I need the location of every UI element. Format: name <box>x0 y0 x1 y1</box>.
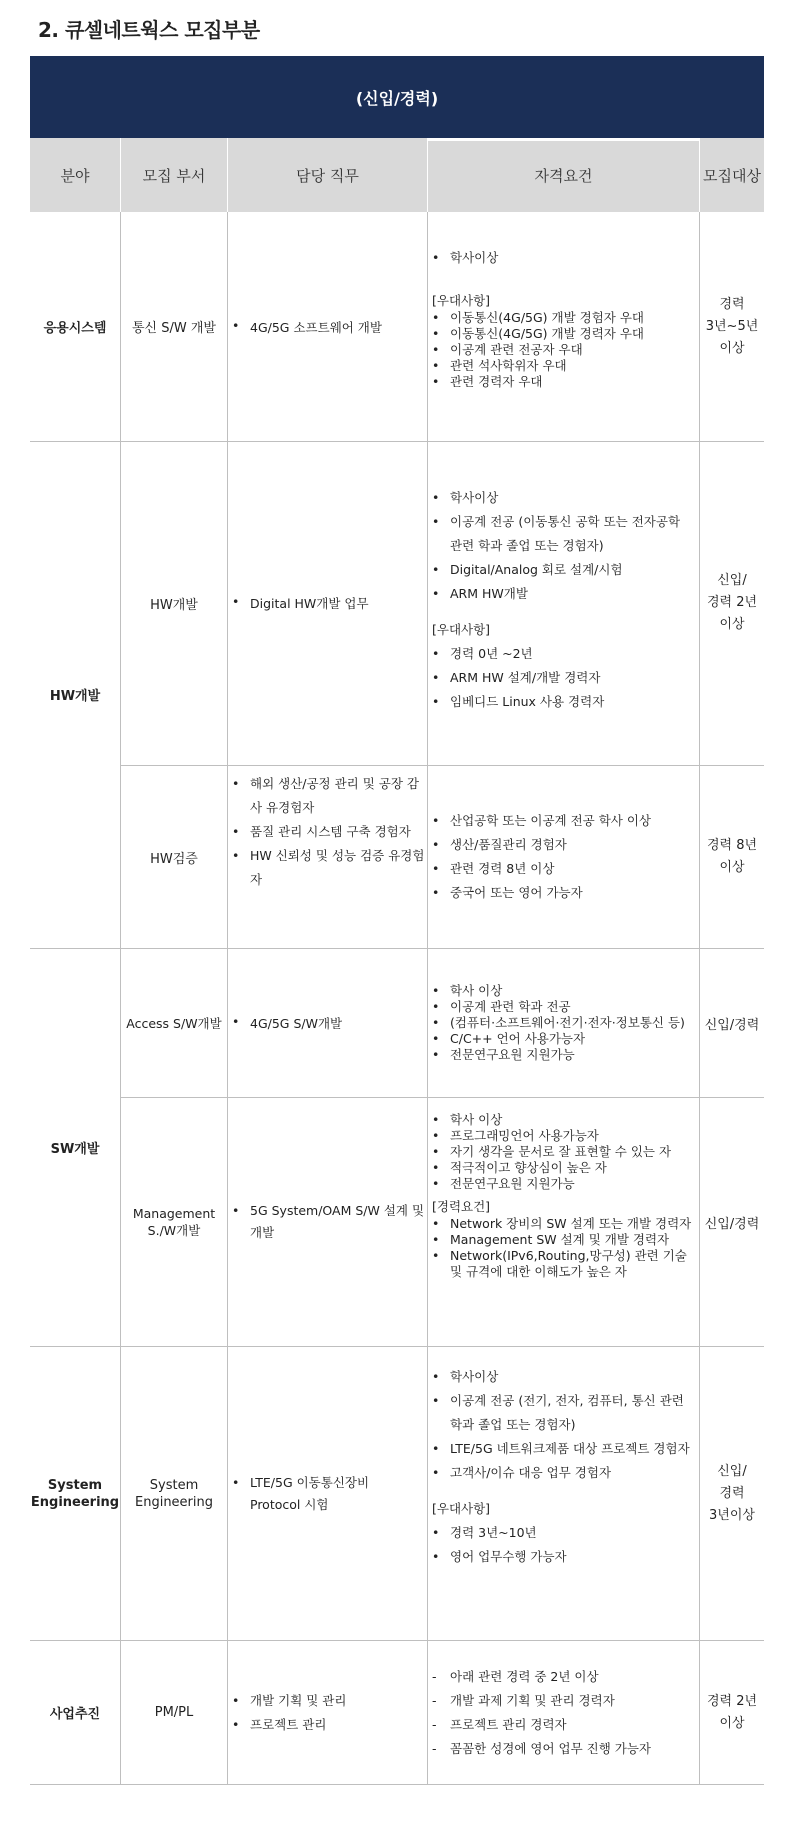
pref-item: • 이동통신(4G/5G) 개발 경험자 우대 <box>428 310 696 326</box>
duty-item: • HW 신뢰성 및 성능 검증 유경험자 <box>228 844 426 892</box>
req-item: • 고객사/이슈 대응 업무 경험자 <box>428 1461 696 1485</box>
pref-item: • 임베디드 Linux 사용 경력자 <box>428 690 696 714</box>
header-target: 모집대상 <box>700 138 764 212</box>
field-syseng <box>30 1347 120 1640</box>
target-line: 이상 <box>719 860 745 875</box>
req-item: • ARM HW개발 <box>428 582 696 606</box>
header-dept: 모집 부서 <box>121 138 227 212</box>
req-item: • 산업공학 또는 이공계 전공 학사 이상 <box>428 809 651 833</box>
dept-line: Management <box>132 1206 216 1221</box>
req-item: - 아래 관련 경력 중 2년 이상 <box>428 1665 651 1689</box>
duty-item: • 해외 생산/공정 관리 및 공장 감사 유경험자 <box>228 772 426 820</box>
duty-syseng <box>228 1347 398 1640</box>
target-line: 이상 <box>719 1715 745 1731</box>
pref-label: [우대사항] <box>432 293 491 308</box>
target-line: 경력 2년 <box>706 1693 758 1709</box>
target-line: 3년~5년 <box>705 318 759 334</box>
field-biz: 사업추진 <box>49 1707 101 1722</box>
req-item: - 프로젝트 관리 경력자 <box>428 1713 651 1737</box>
grid-hline-bottom <box>30 1784 764 1785</box>
duty-item: • 품질 관리 시스템 구축 경험자 <box>228 820 426 844</box>
duty-biz <box>228 1641 427 1784</box>
dept-access: Access S/W개발 <box>126 1016 222 1031</box>
exp-label: [경력요건] <box>432 1199 491 1214</box>
dept-biz: PM/PL <box>154 1705 194 1720</box>
pref-label: [우대사항] <box>432 1501 491 1516</box>
duty-access <box>228 949 427 1097</box>
req-item: - 개발 과제 기획 및 관리 경력자 <box>428 1689 651 1713</box>
req-item: • 학사 이상 <box>428 1112 696 1128</box>
target-app <box>700 212 764 441</box>
target-biz <box>700 1641 764 1784</box>
field-app: 응용시스템 <box>43 321 107 336</box>
pref-item: • 이동통신(4G/5G) 개발 경력자 우대 <box>428 326 696 342</box>
req-item: • 생산/품질관리 경험자 <box>428 833 651 857</box>
header-accent <box>428 138 699 141</box>
req-item: • 전문연구요원 지원가능 <box>428 1047 685 1063</box>
req-mgmt <box>428 1112 696 1280</box>
req-item: • 학사 이상 <box>428 983 685 999</box>
header-duty: 담당 직무 <box>228 138 427 212</box>
header-field: 분야 <box>30 138 120 212</box>
field-line: System <box>47 1477 103 1493</box>
target-hwqa <box>700 766 764 948</box>
req-item: • 전문연구요원 지원가능 <box>428 1176 696 1192</box>
req-item: • LTE/5G 네트워크제품 대상 프로젝트 경험자 <box>428 1437 696 1461</box>
dept-syseng <box>121 1347 227 1640</box>
field-hw: HW개발 <box>49 689 101 704</box>
exp-item: • Network(IPv6,Routing,망구성) 관련 기술 및 규격에 대한 이해도가 높은 자 <box>428 1248 696 1280</box>
duty-item: • Digital HW개발 업무 <box>228 594 369 612</box>
target-line: 신입/ <box>717 573 747 588</box>
field-line: Engineering <box>30 1494 120 1510</box>
req-item: - 꼼꼼한 성경에 영어 업무 진행 가능자 <box>428 1737 651 1761</box>
duty-item: • 5G System/OAM S/W 설계 및 개발 <box>228 1200 426 1244</box>
req-item: • C/C++ 언어 사용가능자 <box>428 1031 685 1047</box>
pref-item: • ARM HW 설계/개발 경력자 <box>428 666 696 690</box>
field-sw: SW개발 <box>50 1142 100 1157</box>
req-biz <box>428 1641 696 1784</box>
duty-item: • 프로젝트 관리 <box>228 1713 346 1737</box>
target-line: 경력 2년 <box>706 595 758 610</box>
pref-item: • 관련 경력자 우대 <box>428 374 696 390</box>
req-item: • 프로그래밍언어 사용가능자 <box>428 1128 696 1144</box>
target-mgmt: 신입/경력 <box>704 1216 760 1232</box>
pref-label: [우대사항] <box>432 622 491 637</box>
req-item: • 학사이상 <box>428 486 696 510</box>
target-line: 신입/ <box>717 1463 747 1479</box>
dept-hwdev: HW개발 <box>150 597 198 613</box>
req-hwdev <box>428 486 696 714</box>
pref-item: • 관련 석사학위자 우대 <box>428 358 696 374</box>
dept-line: S./W개발 <box>147 1223 201 1238</box>
header-requirements: 자격요건 <box>428 138 699 212</box>
req-item: • 학사이상 <box>428 250 696 266</box>
req-item: • 학사이상 <box>428 1365 696 1389</box>
dept-line: System <box>149 1477 199 1493</box>
target-access: 신입/경력 <box>704 1017 760 1033</box>
req-item: • 이공계 전공 (이동통신 공학 또는 전자공학 관련 학과 졸업 또는 경험자) <box>428 510 696 558</box>
section-title: 2. 큐셀네트웍스 모집부분 <box>38 18 260 42</box>
pref-item: • 경력 0년 ~2년 <box>428 642 696 666</box>
target-line: 3년이상 <box>709 1507 755 1523</box>
req-syseng <box>428 1365 696 1569</box>
exp-item: • Management SW 설계 및 개발 경력자 <box>428 1232 696 1248</box>
duty-hwdev <box>228 441 427 765</box>
dept-line: Engineering <box>135 1494 213 1510</box>
dept-app: 통신 S/W 개발 <box>132 321 216 336</box>
duty-item: • 4G/5G 소프트웨어 개발 <box>228 318 382 336</box>
dept-hwqa: HW검증 <box>150 851 198 867</box>
target-syseng <box>700 1347 764 1640</box>
duty-app <box>228 212 427 441</box>
req-app <box>428 250 696 390</box>
target-line: 이상 <box>719 340 745 356</box>
recruit-banner: (신입/경력) <box>30 56 764 138</box>
req-item: • Digital/Analog 회로 설계/시험 <box>428 558 696 582</box>
req-item: • 자기 생각을 문서로 잘 표현할 수 있는 자 <box>428 1144 696 1160</box>
exp-item: • Network 장비의 SW 설계 또는 개발 경력자 <box>428 1216 696 1232</box>
dept-mgmt <box>121 1098 227 1346</box>
req-access <box>428 949 696 1097</box>
pref-item: • 영어 업무수행 가능자 <box>428 1545 696 1569</box>
target-line: 경력 <box>719 1485 745 1501</box>
duty-hwqa <box>228 772 426 892</box>
duty-item: • LTE/5G 이동통신장비 Protocol 시험 <box>228 1472 398 1516</box>
duty-item: • 개발 기획 및 관리 <box>228 1689 346 1713</box>
target-line: 경력 8년 <box>706 838 758 853</box>
req-item: • 적극적이고 향상심이 높은 자 <box>428 1160 696 1176</box>
req-item: • 이공계 관련 학과 전공 <box>428 999 685 1015</box>
target-hwdev <box>700 441 764 765</box>
req-item: • 이공계 전공 (전기, 전자, 컴퓨터, 통신 관련 학과 졸업 또는 경험자) <box>428 1389 696 1437</box>
req-item: • (컴퓨터·소프트웨어·전기·전자·정보통신 등) <box>428 1015 685 1031</box>
target-line: 이상 <box>719 617 745 632</box>
target-line: 경력 <box>719 296 745 312</box>
req-hwqa <box>428 766 696 948</box>
req-item: • 관련 경력 8년 이상 <box>428 857 651 881</box>
duty-item: • 4G/5G S/W개발 <box>228 1014 342 1032</box>
req-item: • 중국어 또는 영어 가능자 <box>428 881 651 905</box>
pref-item: • 경력 3년~10년 <box>428 1521 696 1545</box>
duty-mgmt <box>228 1098 426 1346</box>
pref-item: • 이공계 관련 전공자 우대 <box>428 342 696 358</box>
